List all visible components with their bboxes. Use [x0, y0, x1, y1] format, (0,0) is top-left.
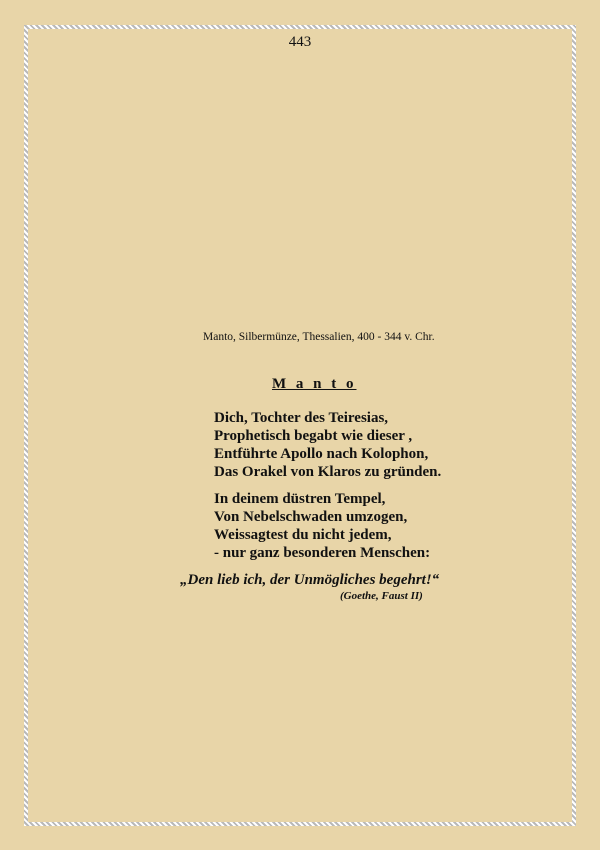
quote-source: (Goethe, Faust II): [340, 590, 423, 602]
poem-line: Entführte Apollo nach Kolophon,: [214, 446, 429, 462]
poem-title: M a n t o: [272, 376, 357, 392]
poem-line: - nur ganz besonderen Menschen:: [214, 545, 431, 561]
poem-line: Dich, Tochter des Teiresias,: [214, 410, 389, 426]
image-caption: Manto, Silbermünze, Thessalien, 400 - 344 v. Chr.: [203, 331, 435, 343]
page-number: 443: [288, 34, 312, 50]
poem-line: Das Orakel von Klaros zu gründen.: [214, 464, 442, 480]
quote-text: „Den lieb ich, der Unmögliches begehrt!“: [180, 572, 440, 588]
poem-line: Von Nebelschwaden umzogen,: [214, 509, 408, 525]
poem-stanza-2: [214, 490, 430, 562]
poem-stanza-1: [214, 409, 441, 481]
poem-line: In deinem düstren Tempel,: [214, 491, 386, 507]
poem-line: Prophetisch begabt wie dieser ,: [214, 428, 413, 444]
poem-line: Weissagtest du nicht jedem,: [214, 527, 392, 543]
